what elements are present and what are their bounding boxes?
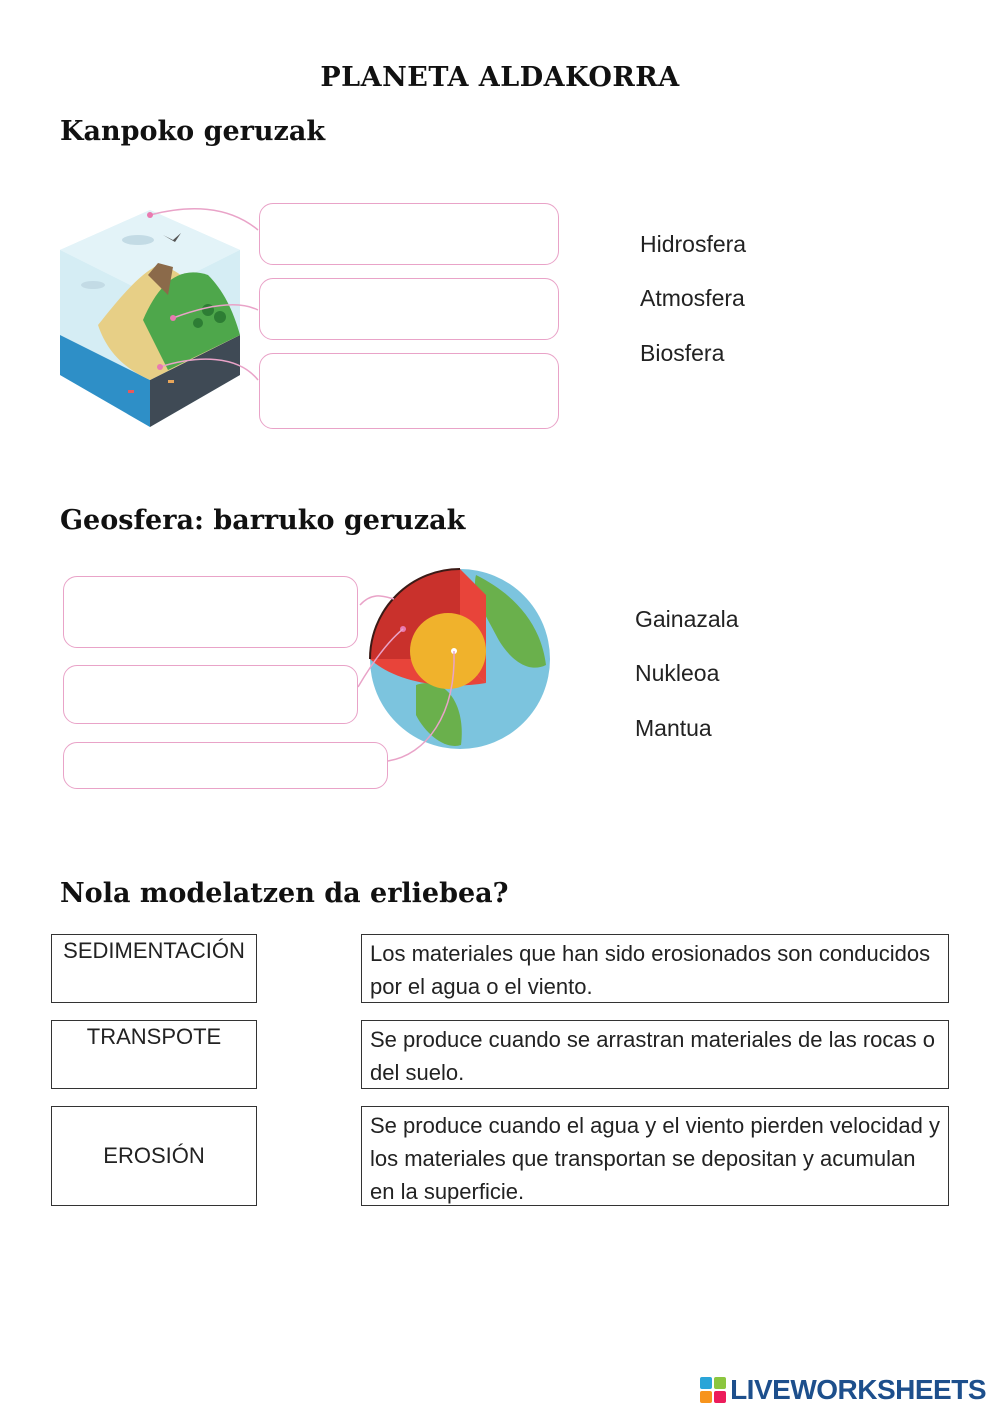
outer-layer-answer-1[interactable] xyxy=(259,203,559,265)
inner-layer-answer-3[interactable] xyxy=(63,742,388,789)
term-box-erosion[interactable]: EROSIÓN xyxy=(51,1106,257,1206)
section-heading-geosphere: Geosfera: barruko geruzak xyxy=(60,505,466,536)
word-bank-item-3: Biosfera xyxy=(640,340,725,366)
word-bank-item-4: Gainazala xyxy=(635,606,739,632)
word-bank-item-1: Hidrosfera xyxy=(640,231,747,257)
inner-layer-answer-1[interactable] xyxy=(63,576,358,648)
definition-box-3[interactable]: Se produce cuando el agua y el viento pierden velocidad y los materiales que transportan se depositan y acumulan en la superficie. xyxy=(361,1106,949,1206)
earth-core-illustration xyxy=(356,565,556,755)
inner-layer-answer-2[interactable] xyxy=(63,665,358,724)
page-title: PLANETA ALDAKORRA xyxy=(320,62,680,93)
word-bank-item-6: Mantua xyxy=(635,715,712,741)
definition-box-2[interactable]: Se produce cuando se arrastran materiales de las rocas o del suelo. xyxy=(361,1020,949,1089)
term-box-transport[interactable]: TRANSPOTE xyxy=(51,1020,257,1089)
definition-box-1[interactable]: Los materiales que han sido erosionados son conducidos por el agua o el viento. xyxy=(361,934,949,1003)
outer-layer-answer-2[interactable] xyxy=(259,278,559,340)
liveworksheets-logo[interactable] xyxy=(700,1374,986,1406)
section-heading-relief: Nola modelatzen da erliebea? xyxy=(60,878,509,909)
word-bank-item-2: Atmosfera xyxy=(640,285,745,311)
liveworksheets-logo-icon xyxy=(700,1377,726,1403)
word-bank-item-5: Nukleoa xyxy=(635,660,720,686)
liveworksheets-logo-text: LIVEWORKSHEETS xyxy=(730,1374,986,1405)
outer-layer-answer-3[interactable] xyxy=(259,353,559,429)
term-box-sedimentation[interactable]: SEDIMENTACIÓN xyxy=(51,934,257,1003)
section-heading-outer-layers: Kanpoko geruzak xyxy=(60,116,326,147)
